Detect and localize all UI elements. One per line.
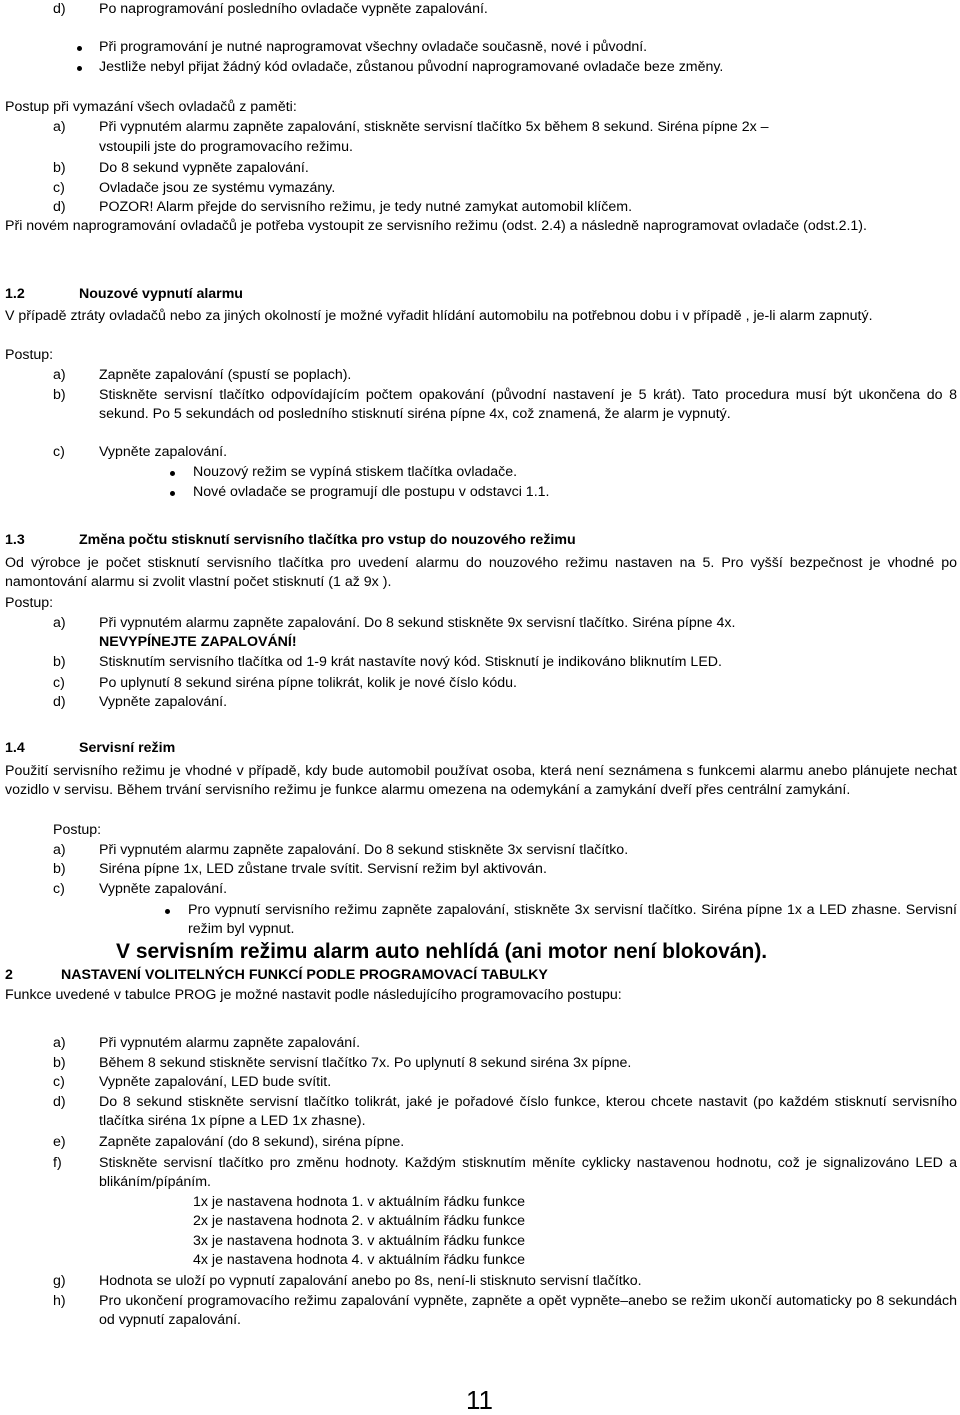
section-title: Nouzové vypnutí alarmu bbox=[79, 286, 243, 302]
item-text: Vypněte zapalování, LED bude svítit. bbox=[99, 1074, 332, 1090]
item-label: b) bbox=[53, 387, 66, 403]
item-label: d) bbox=[53, 1094, 66, 1110]
item-text: Siréna pípne 1x, LED zůstane trvale svítit. Servisní režim byl aktivován. bbox=[99, 861, 547, 877]
item-label: e) bbox=[53, 1134, 66, 1150]
item-text: Při vypnutém alarmu zapněte zapalování. Do 8 sekund stiskněte 3x servisní tlačítko. bbox=[99, 842, 629, 858]
item-text: Při vypnutém alarmu zapněte zapalování, stiskněte servisní tlačítko 5x během 8 sekund. Siréna pípne 2x – bbox=[99, 119, 769, 135]
postup-label: Postup: bbox=[5, 347, 54, 363]
item-text: Po naprogramování posledního ovladače vypněte zapalování. bbox=[99, 1, 488, 17]
item-label: b) bbox=[53, 654, 66, 670]
item-text: Zapněte zapalování (do 8 sekund), siréna pípne. bbox=[99, 1134, 405, 1150]
erase-heading: Postup při vymazání všech ovladačů z paměti: bbox=[5, 99, 297, 115]
item-label: a) bbox=[53, 1035, 66, 1051]
item-text: Stiskněte servisní tlačítko odpovídajícím počtem opakování (původní nastavení je 5 krát). Tato procedura musí být ukončena do 8 sekund. Po 5 sekundách od posledního stisknutí siréna pípne 4x, což znamená, že alarm je vypnutý. bbox=[99, 387, 957, 422]
bullet-text: Nové ovladače se programují dle postupu v odstavci 1.1. bbox=[193, 484, 550, 500]
item-text: Stiskněte servisní tlačítko pro změnu hodnoty. Každým stisknutím měníte cyklicky nastavenou hodnotu, což je signalizováno LED a blikáním/pípáním. bbox=[99, 1155, 957, 1190]
item-text: Při vypnutém alarmu zapněte zapalování. bbox=[99, 1035, 361, 1051]
paragraph: V případě ztráty ovladačů nebo za jiných okolností je možné vyřadit hlídání automobilu na potřebnou dobu i v případě , je-li alarm zapnutý. bbox=[5, 308, 873, 324]
item-label: h) bbox=[53, 1293, 66, 1309]
bullet-text: Při programování je nutné naprogramovat všechny ovladače současně, nové i původní. bbox=[99, 39, 648, 55]
bullet-text: Jestliže nebyl přijat žádný kód ovladače, zůstanou původní naprogramované ovladače beze změny. bbox=[99, 59, 724, 75]
value-line: 1x je nastavena hodnota 1. v aktuálním řádku funkce bbox=[193, 1194, 526, 1210]
paragraph: Při novém naprogramování ovladačů je potřeba vystoupit ze servisního režimu (odst. 2.4) a následně naprogramovat ovladače (odst.2.1). bbox=[5, 218, 867, 234]
item-text: Po uplynutí 8 sekund siréna pípne tolikrát, kolik je nové číslo kódu. bbox=[99, 675, 517, 691]
item-text: Hodnota se uloží po vypnutí zapalování anebo po 8s, není-li stisknuto servisní tlačítko. bbox=[99, 1273, 642, 1289]
item-label: f) bbox=[53, 1155, 62, 1171]
item-label: c) bbox=[53, 881, 65, 897]
item-label: a) bbox=[53, 119, 66, 135]
item-text: Do 8 sekund stiskněte servisní tlačítko tolikrát, jaké je pořadové číslo funkce, kterou chcete nastavit (po každém stisknutí servisního tlačítka siréna 1x pípne a LED 1x zhasne). bbox=[99, 1094, 957, 1129]
item-label: b) bbox=[53, 1055, 66, 1071]
item-label: g) bbox=[53, 1273, 66, 1289]
page-number: 11 bbox=[466, 1385, 493, 1415]
item-text: Během 8 sekund stiskněte servisní tlačítko 7x. Po uplynutí 8 sekund siréna 3x pípne. bbox=[99, 1055, 632, 1071]
bullet-text: Pro vypnutí servisního režimu zapněte zapalování, stiskněte 3x servisní tlačítko. Siréna pípne 1x a LED zhasne. Servisní režim byl vypnut. bbox=[188, 902, 957, 937]
item-text: POZOR! Alarm přejde do servisního režimu, je tedy nutné zamykat automobil klíčem. bbox=[99, 199, 633, 215]
paragraph: Použití servisního režimu je vhodné v případě, kdy bude automobil používat osoba, která není seznámena s funkcemi alarmu anebo plánujete nechat vozidlo v servisu. Během trvání servisního režimu je funkce alarmu omezena na odemykání a zamykání dveří přes centrální zamykání. bbox=[5, 763, 957, 798]
item-text: Vypněte zapalování. bbox=[99, 881, 228, 897]
warning-text: NEVYPÍNEJTE ZAPALOVÁNÍ! bbox=[99, 634, 297, 650]
section-title: NASTAVENÍ VOLITELNÝCH FUNKCÍ PODLE PROGRAMOVACÍ TABULKY bbox=[61, 967, 548, 983]
item-label: c) bbox=[53, 1074, 65, 1090]
bullet-icon bbox=[170, 491, 175, 496]
item-text: Do 8 sekund vypněte zapalování. bbox=[99, 160, 309, 176]
item-label: c) bbox=[53, 180, 65, 196]
item-text: Stisknutím servisního tlačítka od 1-9 krát nastavíte nový kód. Stisknutí je indikováno bliknutím LED. bbox=[99, 654, 722, 670]
value-line: 4x je nastavena hodnota 4. v aktuálním řádku funkce bbox=[193, 1252, 526, 1268]
item-label: b) bbox=[53, 861, 66, 877]
section-title: Změna počtu stisknutí servisního tlačítka pro vstup do nouzového režimu bbox=[79, 532, 576, 548]
item-label: d) bbox=[53, 694, 66, 710]
item-label: b) bbox=[53, 160, 66, 176]
item-label: c) bbox=[53, 444, 65, 460]
postup-label: Postup: bbox=[5, 595, 54, 611]
item-label: c) bbox=[53, 675, 65, 691]
section-number: 2 bbox=[5, 967, 13, 983]
item-text: Při vypnutém alarmu zapněte zapalování. Do 8 sekund stiskněte 9x servisní tlačítko. Siréna pípne 4x. bbox=[99, 615, 736, 631]
item-label: a) bbox=[53, 615, 66, 631]
bullet-icon bbox=[77, 46, 82, 51]
item-text: vstoupili jste do programovacího režimu. bbox=[99, 139, 353, 155]
paragraph: Funkce uvedené v tabulce PROG je možné nastavit podle následujícího programovacího postupu: bbox=[5, 987, 622, 1003]
bullet-icon bbox=[170, 471, 175, 476]
section-number: 1.2 bbox=[5, 286, 25, 302]
item-label: a) bbox=[53, 367, 66, 383]
item-label: d) bbox=[53, 199, 66, 215]
item-text: Ovladače jsou ze systému vymazány. bbox=[99, 180, 336, 196]
item-label: a) bbox=[53, 842, 66, 858]
item-text: Vypněte zapalování. bbox=[99, 444, 228, 460]
item-text: Zapněte zapalování (spustí se poplach). bbox=[99, 367, 352, 383]
bullet-text: Nouzový režim se vypíná stiskem tlačítka ovladače. bbox=[193, 464, 518, 480]
value-line: 2x je nastavena hodnota 2. v aktuálním řádku funkce bbox=[193, 1213, 526, 1229]
item-label: d) bbox=[53, 1, 66, 17]
paragraph: Od výrobce je počet stisknutí servisního tlačítka pro uvedení alarmu do nouzového režimu nastaven na 5. Pro vyšší bezpečnost je vhodné po namontování alarmu si zvolit vlastní počet stisknutí (1 až 9x ). bbox=[5, 555, 957, 590]
item-text: Vypněte zapalování. bbox=[99, 694, 228, 710]
postup-label: Postup: bbox=[53, 822, 102, 838]
value-line: 3x je nastavena hodnota 3. v aktuálním řádku funkce bbox=[193, 1233, 526, 1249]
service-mode-warning: V servisním režimu alarm auto nehlídá (ani motor není blokován). bbox=[116, 940, 768, 963]
bullet-icon bbox=[165, 909, 170, 914]
item-text: Pro ukončení programovacího režimu zapalování vypněte, zapněte a opět vypněte–anebo se režim ukončí automaticky po 8 sekundách od vypnutí zapalování. bbox=[99, 1293, 957, 1328]
section-number: 1.4 bbox=[5, 740, 25, 756]
bullet-icon bbox=[77, 66, 82, 71]
section-number: 1.3 bbox=[5, 532, 25, 548]
section-title: Servisní režim bbox=[79, 740, 176, 756]
